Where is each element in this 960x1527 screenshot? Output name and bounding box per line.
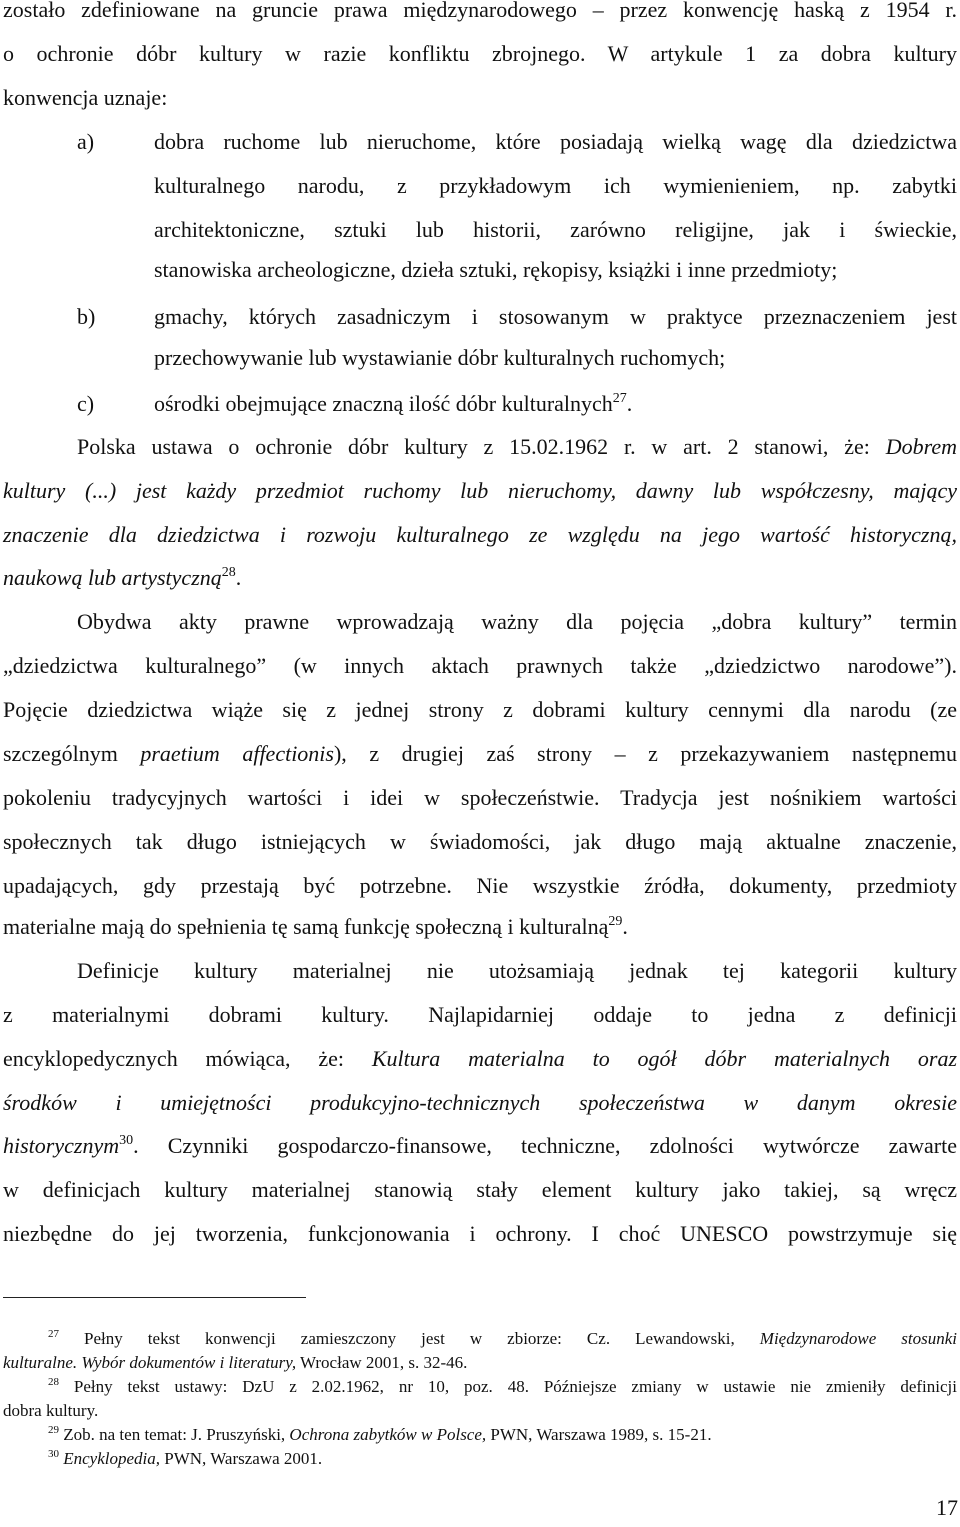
list-item-b-line: przechowywanie lub wystawianie dóbr kulturalnych ruchomych; [154, 345, 726, 370]
body-line: o ochronie dóbr kultury w razie konfliktu zbrojnego. W artykule 1 za dobra kultury [3, 41, 957, 66]
para4-text: encyklopedycznych mówiąca, że: [3, 1046, 372, 1071]
para4-line: środków i umiejętności produkcyjno-technicznych społeczeństwa w danym okresie [3, 1090, 957, 1115]
footnote-text: PWN, Warszawa 2001. [160, 1449, 323, 1468]
para4-line [3, 1045, 957, 1073]
list-item-c-end: . [626, 391, 633, 416]
footnote-text: Zob. na ten temat: J. Pruszyński, [59, 1425, 290, 1444]
footnote-italic: Encyklopedia, [59, 1449, 161, 1468]
para2-italic: naukową lub artystyczną [3, 565, 222, 590]
footnote-ref-27: 27 [612, 391, 627, 406]
footnote-number: 29 [48, 1424, 59, 1436]
footnote-italic: Międzynarodowe stosunki [759, 1329, 958, 1348]
para4-line [3, 1132, 957, 1160]
para3-line [3, 913, 628, 941]
footnote-27 [48, 1328, 957, 1350]
para3-italic: praetium affectionis [140, 741, 334, 766]
footnote-ref-28: 28 [221, 565, 236, 580]
body-line: zostało zdefiniowane na gruncie prawa międzynarodowego – przez konwencję haską z 1954 r. [3, 0, 957, 22]
para3-line: Pojęcie dziedzictwa wiąże się z jednej strony z dobrami kultury cennymi dla narodu (ze [3, 697, 957, 722]
para3-text: ), z drugiej zaś strony – z przekazywaniem następnemu [333, 741, 957, 766]
footnote-text: Wrocław 2001, s. 32-46. [296, 1353, 468, 1372]
list-item-b-line: gmachy, których zasadniczym i stosowanym w praktyce przeznaczeniem jest [154, 304, 957, 329]
footnote-30 [48, 1448, 322, 1470]
para2-end: . [235, 565, 242, 590]
footnote-italic: Ochrona zabytków w Polsce, [289, 1425, 487, 1444]
footnote-29 [48, 1424, 712, 1446]
footnote-28-cont: dobra kultury. [3, 1401, 99, 1420]
para2-italic: Dobrem [885, 434, 957, 459]
list-label-b: b) [77, 304, 96, 329]
para2-line [77, 433, 957, 461]
para4-italic: historycznym [3, 1133, 120, 1158]
list-item-a-line: dobra ruchome lub nieruchome, które posiadają wielką wagę dla dziedzictwa [154, 129, 957, 154]
footnote-number: 30 [48, 1448, 59, 1460]
para4-line: z materialnymi dobrami kultury. Najlapidarniej oddaje to jedna z definicji [3, 1002, 957, 1027]
body-line: konwencja uznaje: [3, 85, 168, 110]
list-item-a-line: stanowiska archeologiczne, dzieła sztuki, rękopisy, książki i inne przedmioty; [154, 257, 838, 282]
list-item-c-line [154, 390, 632, 418]
footnote-italic: kulturalne. Wybór dokumentów i literatury, [3, 1353, 297, 1372]
list-item-c-text: ośrodki obejmujące znaczną ilość dóbr kulturalnych [154, 391, 613, 416]
para2-line [3, 564, 241, 592]
list-item-a-line: kulturalnego narodu, z przykładowym ich wymienieniem, np. zabytki [154, 173, 957, 198]
para3-line: Obydwa akty prawne wprowadzają ważny dla pojęcia „dobra kultury” termin [77, 609, 957, 634]
footnote-text: Pełny tekst ustawy: DzU z 2.02.1962, nr 10, poz. 48. Późniejsze zmiany w ustawie nie zmieniły definicji [59, 1377, 957, 1396]
para2-line: znaczenie dla dziedzictwa i rozwoju kulturalnego ze względu na jego wartość historyczną, [3, 522, 957, 547]
page-number: 17 [936, 1495, 958, 1520]
footnote-number: 27 [48, 1328, 59, 1340]
footnote-text: PWN, Warszawa 1989, s. 15-21. [486, 1425, 712, 1444]
list-label-a: a) [77, 129, 95, 154]
para2-text: Polska ustawa o ochronie dóbr kultury z 15.02.1962 r. w art. 2 stanowi, że: [77, 434, 886, 459]
para3-end: . [622, 914, 628, 939]
footnote-ref-29: 29 [608, 914, 623, 929]
footnote-text: Pełny tekst konwencji zamieszczony jest w zbiorze: Cz. Lewandowski, [59, 1329, 760, 1348]
para3-line: społecznych tak długo istniejących w świadomości, jak długo mają aktualne znaczenie, [3, 829, 957, 854]
footnote-number: 28 [48, 1376, 59, 1388]
para4-italic: Kultura materialna to ogół dóbr materialnych oraz [371, 1046, 958, 1071]
para3-line: pokoleniu tradycyjnych wartości i idei w społeczeństwie. Tradycja jest nośnikiem wartości [3, 785, 957, 810]
para4-line: niezbędne do jej tworzenia, funkcjonowania i ochrony. I choć UNESCO powstrzymuje się [3, 1221, 957, 1246]
para3-line [3, 740, 957, 768]
para4-line: w definicjach kultury materialnej stanowią stały element kultury jako takiej, są wręcz [3, 1177, 957, 1202]
para4-text: . Czynniki gospodarczo-finansowe, techniczne, zdolności wytwórcze zawarte [133, 1133, 957, 1158]
list-label-c: c) [77, 391, 95, 416]
para4-line: Definicje kultury materialnej nie utożsamiają jednak tej kategorii kultury [77, 958, 957, 983]
para3-line: „dziedzictwa kulturalnego” (w innych aktach prawnych także „dziedzictwo narodowe”). [3, 653, 957, 678]
para3-line: upadających, gdy przestają być potrzebne. Nie wszystkie źródła, dokumenty, przedmioty [3, 873, 957, 898]
list-item-a-line: architektoniczne, sztuki lub historii, zarówno religijne, jak i świeckie, [154, 217, 957, 242]
para2-line: kultury (...) jest każdy przedmiot ruchomy lub nieruchomy, dawny lub współczesny, mający [3, 478, 957, 503]
footnote-28 [48, 1376, 957, 1398]
footnote-separator [3, 1297, 306, 1298]
para3-text: szczególnym [3, 741, 141, 766]
footnote-27-cont [3, 1352, 467, 1374]
para3-text: materialne mają do spełnienia tę samą funkcję społeczną i kulturalną [3, 914, 609, 939]
footnote-ref-30: 30 [119, 1133, 134, 1148]
